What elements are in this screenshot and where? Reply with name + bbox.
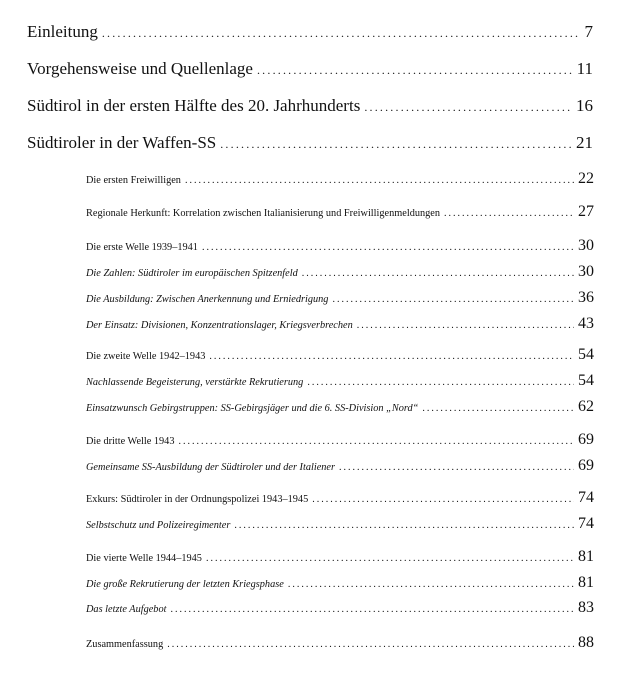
leader-dots xyxy=(170,604,574,615)
toc-entry-title: Der Einsatz: Divisionen, Konzentrationslager, Kriegsverbrechen xyxy=(86,320,353,331)
toc-entry-vorgehensweise xyxy=(27,59,593,79)
toc-entry-waffen-ss xyxy=(27,133,593,153)
toc-entry-einleitung xyxy=(27,22,593,42)
toc-entry-title: Die Ausbildung: Zwischen Anerkennung und Erniedrigung xyxy=(86,294,329,305)
toc-entry-subsection xyxy=(86,457,594,475)
toc-entry-section xyxy=(86,203,594,221)
toc-entry-page: 83 xyxy=(578,599,594,616)
toc-entry-page: 30 xyxy=(578,237,594,254)
toc-entry-title: Einleitung xyxy=(27,22,98,41)
toc-entry-section xyxy=(86,548,594,566)
toc-entry-suedtirol xyxy=(27,96,593,116)
leader-dots xyxy=(202,242,574,253)
toc-entry-page: 16 xyxy=(576,96,593,115)
leader-dots xyxy=(178,436,574,447)
leader-dots xyxy=(339,462,574,473)
toc-entry-page: 54 xyxy=(578,372,594,389)
toc-entry-page: 74 xyxy=(578,515,594,532)
toc-entry-title: Exkurs: Südtiroler in der Ordnungspolizei 1943–1945 xyxy=(86,494,309,505)
toc-entry-title: Die Zahlen: Südtiroler im europäischen Spitzenfeld xyxy=(86,268,298,279)
toc-entry-page: 69 xyxy=(578,431,594,448)
toc-entry-page: 27 xyxy=(578,203,594,220)
toc-entry-title: Zusammenfassung xyxy=(86,639,164,650)
toc-entry-title: Nachlassende Begeisterung, verstärkte Rekrutierung xyxy=(86,377,304,388)
toc-entry-title: Die zweite Welle 1942–1943 xyxy=(86,351,206,362)
toc-entry-page: 11 xyxy=(576,59,593,78)
toc-entry-title: Regionale Herkunft: Korrelation zwischen Italianisierung und Freiwilligenmeldungen xyxy=(86,208,441,219)
toc-entry-subsection xyxy=(86,263,594,281)
toc-entry-page: 81 xyxy=(578,574,594,591)
toc-entry-page: 30 xyxy=(578,263,594,280)
toc-entry-page: 7 xyxy=(584,22,593,41)
toc-entry-page: 62 xyxy=(578,398,594,415)
toc-entry-title: Südtirol in der ersten Hälfte des 20. Jahrhunderts xyxy=(27,96,361,115)
toc-entry-subsection xyxy=(86,515,594,533)
leader-dots xyxy=(364,100,572,115)
toc-entry-title: Vorgehensweise und Quellenlage xyxy=(27,59,253,78)
toc-entry-section xyxy=(86,489,594,507)
leader-dots xyxy=(234,520,574,531)
toc-entry-subsection xyxy=(86,289,594,307)
toc-entry-page: 43 xyxy=(578,315,594,332)
leader-dots xyxy=(302,268,574,279)
toc-entry-title: Südtiroler in der Waffen-SS xyxy=(27,133,217,152)
toc-entry-title: Die vierte Welle 1944–1945 xyxy=(86,553,202,564)
toc-entry-section xyxy=(86,170,594,188)
leader-dots xyxy=(288,579,574,590)
leader-dots xyxy=(422,403,574,414)
toc-entry-title: Die ersten Freiwilligen xyxy=(86,175,181,186)
toc-entry-title: Selbstschutz und Polizeiregimenter xyxy=(86,520,231,531)
leader-dots xyxy=(206,553,574,564)
toc-entry-page: 88 xyxy=(578,634,594,651)
leader-dots xyxy=(167,639,574,650)
toc-entry-page: 22 xyxy=(578,170,594,187)
toc-entry-title: Einsatzwunsch Gebirgstruppen: SS-Gebirgsjäger und die 6. SS-Division „Nord“ xyxy=(86,403,419,414)
leader-dots xyxy=(444,208,574,219)
toc-entry-page: 21 xyxy=(576,133,593,152)
leader-dots xyxy=(332,294,574,305)
toc-entry-title: Das letzte Aufgebot xyxy=(86,604,167,615)
toc-entry-title: Die dritte Welle 1943 xyxy=(86,436,175,447)
toc-entry-page: 74 xyxy=(578,489,594,506)
leader-dots xyxy=(312,494,574,505)
leader-dots xyxy=(307,377,574,388)
toc-entry-section xyxy=(86,634,594,652)
toc-entry-page: 36 xyxy=(578,289,594,306)
toc-entry-title: Die große Rekrutierung der letzten Kriegsphase xyxy=(86,579,284,590)
toc-entry-subsection xyxy=(86,574,594,592)
toc-entry-subsection xyxy=(86,599,594,617)
leader-dots xyxy=(257,63,573,78)
toc-entry-section xyxy=(86,237,594,255)
toc-entry-title: Gemeinsame SS-Ausbildung der Südtiroler und der Italiener xyxy=(86,462,335,473)
leader-dots xyxy=(102,26,581,41)
leader-dots xyxy=(220,137,572,152)
leader-dots xyxy=(357,320,574,331)
toc-entry-subsection xyxy=(86,372,594,390)
toc-entry-page: 54 xyxy=(578,346,594,363)
toc-entry-subsection xyxy=(86,398,594,416)
toc-entry-title: Die erste Welle 1939–1941 xyxy=(86,242,198,253)
toc-entry-subsection xyxy=(86,315,594,333)
toc-entry-section xyxy=(86,346,594,364)
leader-dots xyxy=(209,351,574,362)
leader-dots xyxy=(185,175,574,186)
toc-entry-section xyxy=(86,431,594,449)
toc-entry-page: 81 xyxy=(578,548,594,565)
toc-entry-page: 69 xyxy=(578,457,594,474)
